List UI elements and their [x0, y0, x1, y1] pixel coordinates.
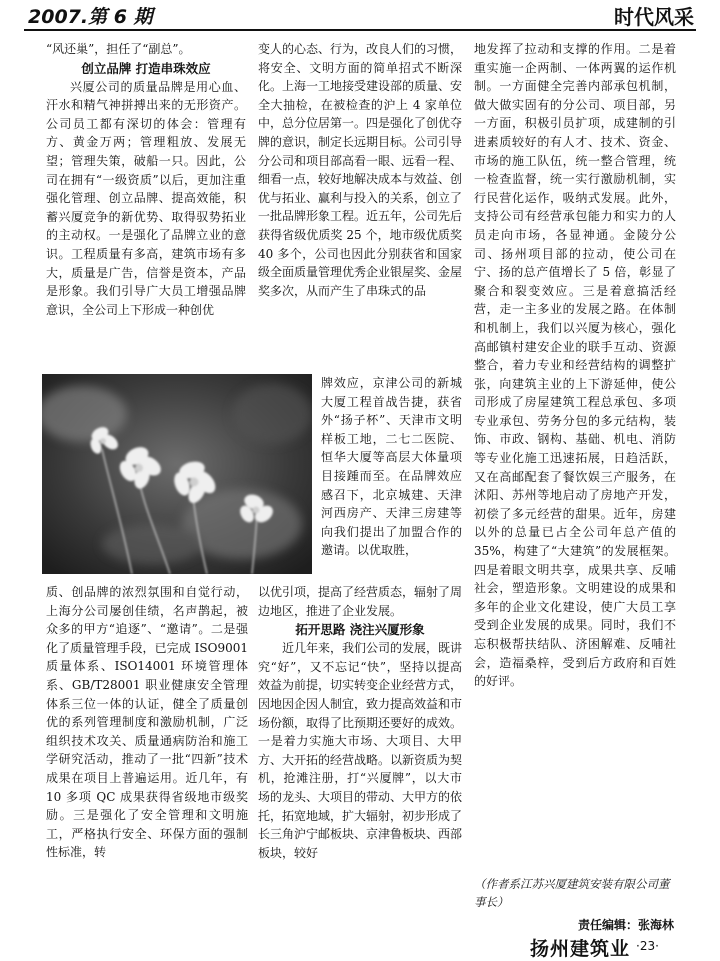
paragraph: “风还巢”，担任了“副总”。	[46, 42, 191, 56]
paragraph: 变人的心态、行为，改良人们的习惯，将安全、文明方面的简单招式不断深化。上海一工地接受建设部的质量、安全大抽检，在被检查的沪上 4 家单位中，总分位居第一。四是强化了创优夺牌的意识，制定长远期目标。公司引导分公司和项目部高看一眼、远看一程、细看一点，较好地解决成本与效益、创优与拓业、赢利与投入的关系，创立了一批品牌形象工程。近五年，公司先后获得省级优质奖 25 个，地市级优质奖 40 多个，公司也因此分别获省和国家级全面质量管理优秀企业银屋奖、金屋奖多次，从而产生了串珠式的品	[258, 42, 463, 298]
section-title: 时代风采	[614, 5, 694, 29]
responsible-editor: 责任编辑：张海林	[577, 918, 674, 932]
column-1	[46, 40, 246, 319]
column-2	[258, 40, 462, 300]
header-rule	[24, 29, 696, 31]
column-2-wrap	[321, 374, 462, 560]
column-1-continued	[46, 583, 248, 862]
flower-photo	[42, 374, 312, 574]
paragraph: 以优引项，提高了经营质态，辐射了周边地区，推进了企业发展。	[258, 585, 463, 618]
author-note: （作者系江苏兴厦建筑安装有限公司董事长）	[474, 877, 670, 909]
page-header	[0, 0, 720, 30]
paragraph: 质、创品牌的浓烈氛围和自觉行动，上海分公司屡创佳绩，名声鹊起，被众多的甲方“追逐”、“邀请”。二是强化了质量管理手段，已完成 ISO9001 质量体系、ISO14001 环境管理体系、GB/T28001 职业健康安全管理体系三位一体的认证，健全了质量创优的系列管理制度和激励机制，广泛组织技术攻关、质量通病防治和施工学研究活动，推动了一批“四新”技术成果在项目上普遍运用。近几年，有 10 多项 QC 成果获得省级地市级奖励。三是强化了安全管理和文明施工，严格执行安全、环保方面的强制性标准，转	[46, 585, 248, 860]
page-number: ·23·	[636, 939, 659, 953]
subheading-ideas: 拓开思路 浇注兴厦形象	[295, 622, 425, 638]
subheading-brand: 创立品牌 打造串珠效应	[81, 60, 211, 76]
column-3	[474, 40, 676, 691]
magazine-logo: 扬州建筑业	[530, 938, 631, 960]
paragraph: 兴厦公司的质量品牌是用心血、汗水和精气神拼搏出来的无形资产。公司员工都有深切的体会：管理有方、黄金万两；管理粗放、发展无望；管理失策，破船一只。因此，公司在拥有“一级资质”以后，更加注重强化管理、创立品牌、提高效能，积蓄兴厦竞争的新优势、取得驭势拓业的主动权。一是强化了品牌立业的意识。工程质量有多高，建筑市场有多大，质量是广告，信誉是资本，产品是形象。我们引导广大员工增强品牌意识，全公司上下形成一种创优	[46, 79, 246, 317]
paragraph: 牌效应，京津公司的新城大厦工程首战告捷，获省外“扬子杯”、天津市文明样板工地，二七二医院、恒华大厦等高层大体量项目接踵而至。在品牌效应感召下，北京城建、天津河西房产、天津三房建等向我们提出了加盟合作的邀请。以优取胜，	[321, 376, 462, 558]
flower-photo-art	[42, 374, 312, 574]
issue-number: 2007.第 6 期	[28, 6, 153, 28]
column-2-continued	[258, 583, 462, 862]
paragraph: 近几年来，我们公司的发展，既讲究“好”，又不忘记“快”，坚持以提高效益为前提，切实转变企业经营方式，因地因企因人制宜，致力提高效益和市场份额，取得了比预期还要好的成效。一是着力实施大市场、大项目、大甲方、大开拓的经营战略。以新资质为契机，抢滩注册，打“兴厦牌”，以大市场的龙头、大项目的带动、大甲方的依托，拓宽地域，扩大辐射，初步形成了长三角沪宁邮板块、京津鲁板块、西部板块，较好	[258, 641, 463, 860]
paragraph: 地发挥了拉动和支撑的作用。二是着重实施一企两制、一体两翼的运作机制。一方面健全完善内部承包机制，做大做实固有的分公司、项目部，另一方面，积极引员扩项，成建制的引进素质较好的有人才、技术、资金、市场的施工队伍，统一整合管理，统一检查监督，统一实行激励机制，实行民营化运作，吸纳式发展。此外，支持公司有经营承包能力和实力的人员走向市场，各显神通。金陵分公司、扬州项目部的拉动，使公司在宁、扬的总产值增长了 5 倍，彰显了聚合和裂变效应。三是着意搞活经营，走一主多业的发展之路。在体制和机制上，我们以兴厦为核心，强化高邮镇村建安企业的联手互动、资源整合，着力专业和经营结构的调整扩张，向建筑主业的上下游延伸，使公司形成了房屋建筑工程总承包、多项专业承包、劳务分包的多元结构，装饰、市政、钢构、基础、机电、消防等专业化施工迅速拓展，日趋活跃，又在高邮配套了餐饮娱三产服务，在沭阳、苏州等地启动了房地产开发，初偿了多元经营的甜果。近年，房建以外的总量已占全公司年总产值的 35%，构建了“大建筑”的发展框架。四是着眼文明共享，成果共享、反哺社会，塑造形象。文明建设的成果和多年的企业文化建设，使广大员工享受到企业发展的成果。同时，我们不忘积极帮扶结队、济困解难、反哺社会，造福桑梓，受到后方政府和百姓的好评。	[474, 42, 676, 689]
